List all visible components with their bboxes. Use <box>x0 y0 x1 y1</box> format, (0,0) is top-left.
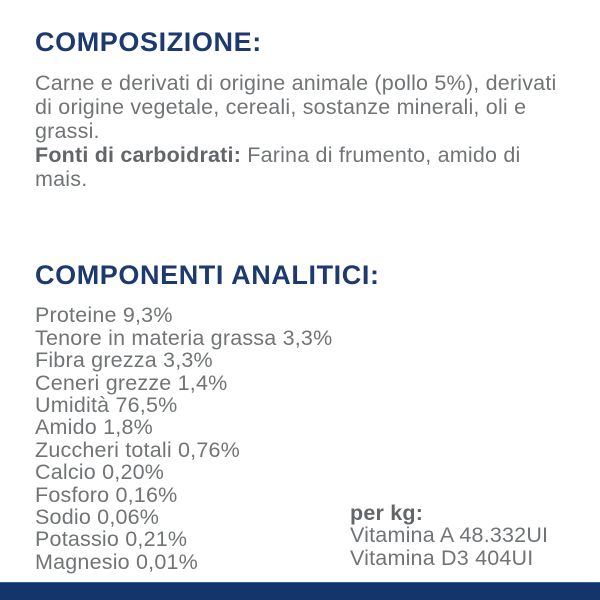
analytic-item: Potassio 0,21% <box>35 527 188 552</box>
carbohydrate-sources-label: Fonti di carboidrati: <box>35 142 242 167</box>
composition-section <box>35 28 575 191</box>
carbohydrate-sources-line <box>35 143 563 191</box>
vitamin-d3-line: Vitamina D3 404UI <box>350 545 534 570</box>
per-kg-label: per kg: <box>350 501 424 525</box>
analytic-item: Amido 1,8% <box>35 415 153 440</box>
analytic-item: Fosforo 0,16% <box>35 482 178 507</box>
analytic-item: Zuccheri totali 0,76% <box>35 437 240 462</box>
analytic-item: Umidità 76,5% <box>35 393 178 417</box>
analytic-item: Fibra grezza 3,3% <box>35 348 213 373</box>
carbohydrate-sources-text: Farina di frumento, amido di mais. <box>35 142 521 191</box>
analytic-item: Sodio 0,06% <box>35 505 160 530</box>
label-content <box>35 28 575 573</box>
analytics-title: COMPONENTI ANALITICI: <box>35 259 380 290</box>
vitamin-a-line: Vitamina A 48.332UI <box>350 523 549 548</box>
composition-title: COMPOSIZIONE: <box>35 27 262 57</box>
analytic-item: Magnesio 0,01% <box>35 549 198 574</box>
analytic-item: Ceneri grezze 1,4% <box>35 370 228 395</box>
per-kg-block <box>350 502 548 569</box>
analytic-item: Proteine 9,3% <box>35 303 173 328</box>
composition-body: Carne e derivati di origine animale (pollo 5%), derivati di origine vegetale, cereali, sostanze minerali, oli e grassi. <box>35 70 557 143</box>
analytic-item: Tenore in materia grassa 3,3% <box>35 325 333 350</box>
bottom-navy-bar <box>0 582 600 600</box>
analytic-item: Calcio 0,20% <box>35 460 165 485</box>
